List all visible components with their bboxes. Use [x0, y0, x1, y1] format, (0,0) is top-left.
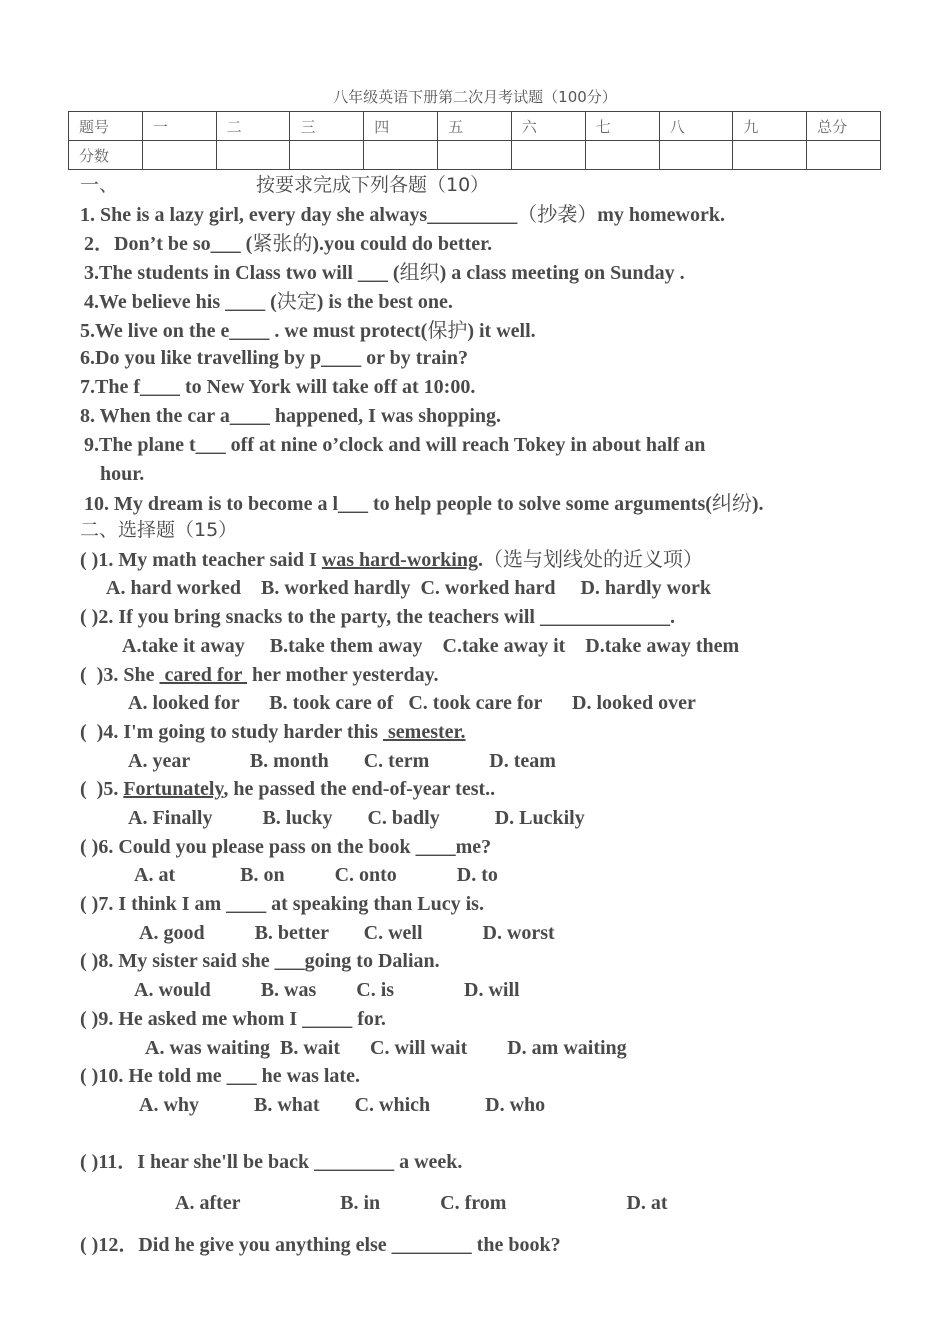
table-cell — [807, 141, 881, 170]
table-cell — [364, 141, 438, 170]
question-item: 8. When the car a____ happened, I was shopping. — [80, 405, 502, 427]
table-cell — [142, 141, 216, 170]
table-cell: 八 — [659, 112, 733, 141]
section-title: 二、选择题（15） — [80, 519, 238, 541]
question-item: 6.Do you like travelling by p____ or by train? — [80, 347, 468, 369]
table-cell — [216, 141, 290, 170]
question-item: 2．Don’t be so___ (紧张的).you could do better. — [84, 231, 493, 255]
table-cell: 五 — [438, 112, 512, 141]
question-item: 1. She is a lazy girl, every day she always_________（抄袭）my homework. — [80, 202, 725, 226]
answer-options: A. good B. better C. well D. worst — [139, 922, 555, 944]
table-row — [69, 141, 881, 170]
table-cell — [511, 141, 585, 170]
section-number: 一、 — [80, 174, 119, 196]
question-item: 10. My dream is to become a l___ to help people to solve some arguments(纠纷). — [84, 491, 764, 515]
table-cell — [438, 141, 512, 170]
question-item: 4.We believe his ____ (决定) is the best one. — [84, 289, 453, 313]
question-item: ( )6. Could you please pass on the book ____me? — [80, 836, 492, 858]
answer-options: A. looked for B. took care of C. took care for D. looked over — [128, 692, 696, 714]
question-item: 7.The f____ to New York will take off at 10:00. — [80, 376, 476, 398]
answer-options: A. after B. in C. from D. at — [175, 1192, 668, 1214]
table-cell: 七 — [585, 112, 659, 141]
question-item: ( )1. My math teacher said I was hard-working.（选与划线处的近义项） — [80, 547, 703, 571]
question-item: 5.We live on the e____ . we must protect(保护) it well. — [80, 318, 536, 342]
answer-options: A. Finally B. lucky C. badly D. Luckily — [128, 807, 585, 829]
question-item: ( )12．Did he give you anything else ________ the book? — [80, 1234, 561, 1256]
table-cell: 分数 — [69, 141, 143, 170]
page-title: 八年级英语下册第二次月考试题（100分） — [333, 88, 617, 106]
answer-options: A. hard worked B. worked hardly C. worked hard D. hardly work — [106, 577, 712, 599]
question-item: ( )5. Fortunately, he passed the end-of-year test.. — [80, 778, 496, 800]
answer-options: A. year B. month C. term D. team — [128, 750, 556, 772]
table-cell — [733, 141, 807, 170]
question-item: ( )11．I hear she'll be back ________ a week. — [80, 1151, 463, 1173]
score-table — [68, 111, 881, 170]
question-item: hour. — [100, 463, 145, 485]
question-item: ( )8. My sister said she ___going to Dalian. — [80, 950, 440, 972]
answer-options: A. why B. what C. which D. who — [139, 1094, 546, 1116]
question-item: ( )4. I'm going to study harder this semester. — [80, 721, 466, 743]
question-item: ( )3. She cared for her mother yesterday. — [80, 664, 439, 686]
table-cell — [659, 141, 733, 170]
question-item: ( )9. He asked me whom I _____ for. — [80, 1008, 386, 1030]
section-title: 按要求完成下列各题（10） — [256, 174, 490, 196]
answer-options: A.take it away B.take them away C.take away it D.take away them — [122, 635, 740, 657]
table-cell: 总分 — [807, 112, 881, 141]
table-cell — [585, 141, 659, 170]
question-item: ( )10. He told me ___ he was late. — [80, 1065, 360, 1087]
question-item: ( )2. If you bring snacks to the party, the teachers will _____________. — [80, 606, 675, 628]
question-item: ( )7. I think I am ____ at speaking than Lucy is. — [80, 893, 484, 915]
table-cell: 六 — [511, 112, 585, 141]
table-cell: 二 — [216, 112, 290, 141]
question-item: 3.The students in Class two will ___ (组织) a class meeting on Sunday . — [84, 260, 685, 284]
answer-options: A. would B. was C. is D. will — [134, 979, 520, 1001]
table-row — [69, 112, 881, 141]
table-cell: 三 — [290, 112, 364, 141]
table-cell: 题号 — [69, 112, 143, 141]
table-cell: 四 — [364, 112, 438, 141]
question-item: 9.The plane t___ off at nine o’clock and will reach Tokey in about half an — [84, 434, 706, 456]
answer-options: A. was waiting B. wait C. will wait D. am waiting — [145, 1037, 627, 1059]
table-cell: 一 — [142, 112, 216, 141]
answer-options: A. at B. on C. onto D. to — [134, 864, 498, 886]
table-cell: 九 — [733, 112, 807, 141]
table-cell — [290, 141, 364, 170]
